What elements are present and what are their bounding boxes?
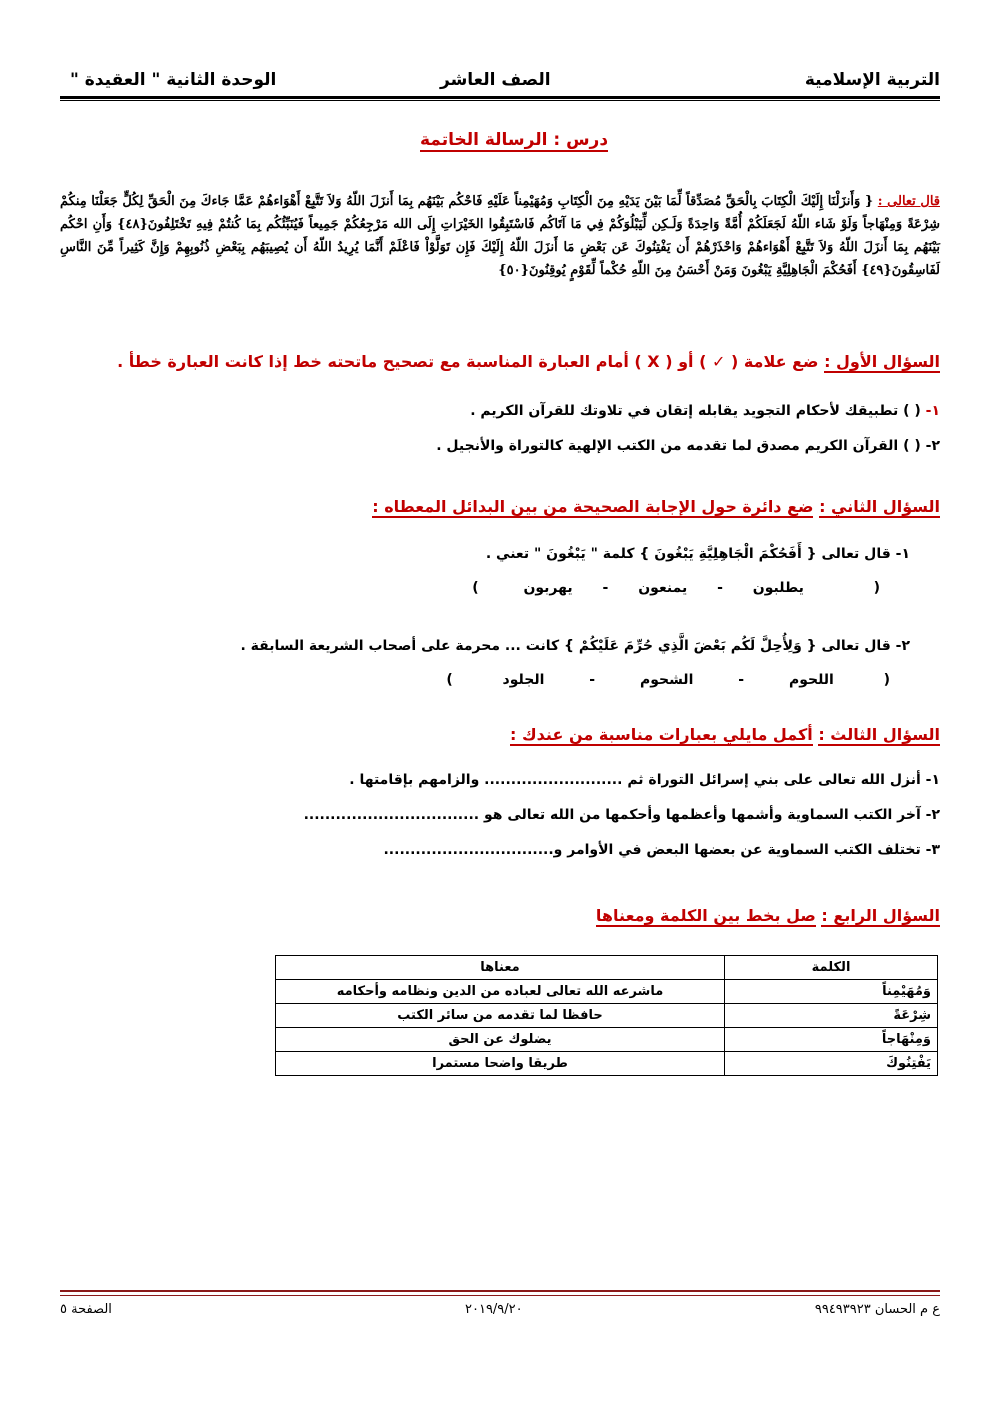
- header-divider: [60, 96, 940, 99]
- choice-option[interactable]: الجلود: [502, 672, 545, 688]
- paren-open: (: [883, 672, 890, 688]
- table-meaning[interactable]: حافظا لما تقدمه من سائر الكتب: [276, 1004, 725, 1028]
- table-header-row: [276, 956, 938, 980]
- table-row: [276, 980, 938, 1004]
- paren-close: ): [446, 672, 453, 688]
- choice-option[interactable]: يهربون: [523, 580, 573, 596]
- table-word[interactable]: يَفْتِنُوكَ: [725, 1052, 938, 1076]
- q3-item: [304, 807, 940, 823]
- footer-teacher: ع م الحسان ٩٩٤٩٣٩٢٣: [814, 1302, 940, 1317]
- paren-close: ): [472, 580, 479, 596]
- choice-option[interactable]: الشحوم: [639, 672, 694, 688]
- q3-item: [383, 842, 940, 858]
- matching-table: [275, 955, 938, 1076]
- q4-heading: [596, 906, 940, 925]
- q1-item-text: القرآن الكريم مصدق لما تقدمه من الكتب الإلهية كالتوراة والأنجيل .: [436, 438, 899, 454]
- q1-answer-box[interactable]: ( ): [903, 438, 921, 454]
- footer-divider-thin: [60, 1295, 940, 1296]
- q3-item-text[interactable]: تختلف الكتب السماوية عن بعضها البعض في الأوامر و................................: [383, 842, 921, 858]
- q3-item-num: ١-: [925, 772, 940, 788]
- q1-heading: [117, 352, 940, 371]
- q3-prompt: أكمل مايلي بعبارات مناسبة من عندك :: [510, 725, 813, 744]
- q2-prompt: ضع دائرة حول الإجابة الصحيحة من بين البدائل المعطاه :: [372, 497, 814, 516]
- footer-page: الصفحة ٥: [60, 1302, 112, 1317]
- q1-answer-box[interactable]: ( ): [903, 403, 921, 419]
- table-header-meaning: معناها: [276, 956, 725, 980]
- verse-block: [60, 190, 940, 282]
- q3-item-text[interactable]: آخر الكتب السماوية وأشمها وأعظمها وأحكمها من الله تعالى هو .................................: [303, 807, 921, 823]
- table-meaning[interactable]: طريقا واضحا مستمرا: [276, 1052, 725, 1076]
- table-header-word: الكلمة: [725, 956, 938, 980]
- q2-choices: ( يطلبون - يمنعون - يهربون ): [472, 580, 880, 596]
- table-word[interactable]: شِرْعَةً: [725, 1004, 938, 1028]
- footer-divider: [60, 1290, 940, 1292]
- q2-item-num: ١-: [895, 546, 910, 562]
- q1-item-text: تطبيقك لأحكام التجويد يقابله إتقان في تلاوتك للقرآن الكريم .: [470, 403, 899, 419]
- verse-text: { وَأَنزَلْنَا إِلَيْكَ الْكِتَابَ بِالْحَقِّ مُصَدِّقاً لِّمَا بَيْنَ يَدَيْهِ مِنَ الْكِتَابِ وَمُهَيْمِناً عَلَيْهِ فَاحْكُم بَيْنَهُم بِمَا أَنزَلَ اللّهُ وَلاَ تَتَّبِعْ أَهْوَاءهُمْ عَمَّا جَاءكَ مِنَ الْحَقِّ لِكُلٍّ جَعَلْنَا مِنكُمْ شِرْعَةً وَمِنْهَاجاً وَلَوْ شَاء اللّهُ لَجَعَلَكُمْ أُمَّةً وَاحِدَةً وَلَـكِن لِّيَبْلُوَكُمْ فِي مَا آتَاكُم فَاسْتَبِقُوا الخَيْرَاتِ إِلَى الله مَرْجِعُكُمْ جَمِيعاً فَيُنَبِّئُكُم بِمَا كُنتُمْ فِيهِ تَخْتَلِفُونَ{٤٨} وَأَنِ احْكُم بَيْنَهُم بِمَا أَنزَلَ اللّهُ وَلاَ تَتَّبِعْ أَهْوَاءهُمْ وَاحْذَرْهُمْ أَن يَفْتِنُوكَ عَن بَعْضِ مَا أَنزَلَ اللّهُ إِلَيْكَ فَإِن تَوَلَّوْاْ فَاعْلَمْ أَنَّمَا يُرِيدُ اللّهُ أَن يُصِيبَهُم بِبَعْضِ ذُنُوبِهِمْ وَإِنَّ كَثِيراً مِّنَ النَّاسِ لَفَاسِقُونَ{٤٩} أَفَحُكْمَ الْجَاهِلِيَّةِ يَبْغُونَ وَمَنْ أَحْسَنُ مِنَ اللّهِ حُكْماً لِّقَوْمٍ يُوقِنُونَ{٥٠}: [60, 194, 940, 278]
- table-word[interactable]: وَمُهَيْمِناً: [725, 980, 938, 1004]
- q1-prompt: ضع علامة ( ✓ ) أو ( X ) أمام العبارة المناسبة مع تصحيح ماتحته خط إذا كانت العبارة خطأ .: [117, 352, 819, 371]
- subject-title: التربية الإسلامية: [804, 70, 940, 90]
- lesson-label: درس :: [553, 130, 609, 150]
- q3-item-num: ٣-: [925, 842, 940, 858]
- footer-date: ٢٠١٩/٩/٢٠: [465, 1302, 523, 1317]
- q3-heading: [510, 725, 940, 744]
- verse-intro: قال تعالى :: [877, 194, 940, 209]
- q3-item-num: ٢-: [925, 807, 940, 823]
- grade-title: الصف العاشر: [440, 70, 551, 90]
- q4-prompt: صل بخط بين الكلمة ومعناها: [595, 906, 816, 925]
- q3-item: [349, 772, 940, 788]
- q2-item: [486, 546, 910, 562]
- q2-item: [240, 638, 910, 654]
- table-word[interactable]: وَمِنْهَاجاً: [725, 1028, 938, 1052]
- table-row: [276, 1004, 938, 1028]
- q1-item: [436, 438, 940, 454]
- table-meaning[interactable]: ماشرعه الله تعالى لعباده من الدين ونظامه وأحكامه: [276, 980, 725, 1004]
- unit-title: الوحدة الثانية " العقيدة ": [70, 70, 277, 90]
- lesson-heading: [420, 130, 608, 152]
- q3-item-text[interactable]: أنزل الله تعالى على بني إسرائل التوراة ثم .......................... والزامهم بإقامتها .: [349, 772, 921, 788]
- table-row: [276, 1052, 938, 1076]
- table-row: [276, 1028, 938, 1052]
- q2-item-text: قال تعالى { وَلِأُحِلَّ لَكُم بَعْضَ الَّذِي حُرِّمَ عَلَيْكُمْ } كانت ... محرمة على أصحاب الشريعة السابقة .: [240, 638, 891, 654]
- choice-option[interactable]: يمنعون: [638, 580, 688, 596]
- q3-label: السؤال الثالث :: [818, 725, 940, 744]
- q2-item-num: ٢-: [895, 638, 910, 654]
- q1-item: [470, 403, 940, 419]
- q1-label: السؤال الأول :: [824, 352, 940, 371]
- q1-item-num: ٢-: [925, 438, 940, 454]
- q1-item-num: ١-: [925, 403, 940, 419]
- q2-item-text: قال تعالى { أَفَحُكْمَ الْجَاهِلِيَّةِ يَبْغُونَ } كلمة " يَبْغُونَ " تعني .: [485, 546, 891, 562]
- q2-choices: ( اللحوم - الشحوم - الجلود ): [446, 672, 890, 688]
- q2-label: السؤال الثاني :: [819, 497, 940, 516]
- lesson-title: الرسالة الخاتمة: [420, 130, 548, 150]
- table-meaning[interactable]: يضلوك عن الحق: [276, 1028, 725, 1052]
- q2-heading: [372, 497, 940, 516]
- q4-label: السؤال الرابع :: [821, 906, 940, 925]
- header-divider-thin: [60, 100, 940, 101]
- choice-option[interactable]: يطلبون: [752, 580, 804, 596]
- paren-open: (: [873, 580, 880, 596]
- choice-option[interactable]: اللحوم: [788, 672, 834, 688]
